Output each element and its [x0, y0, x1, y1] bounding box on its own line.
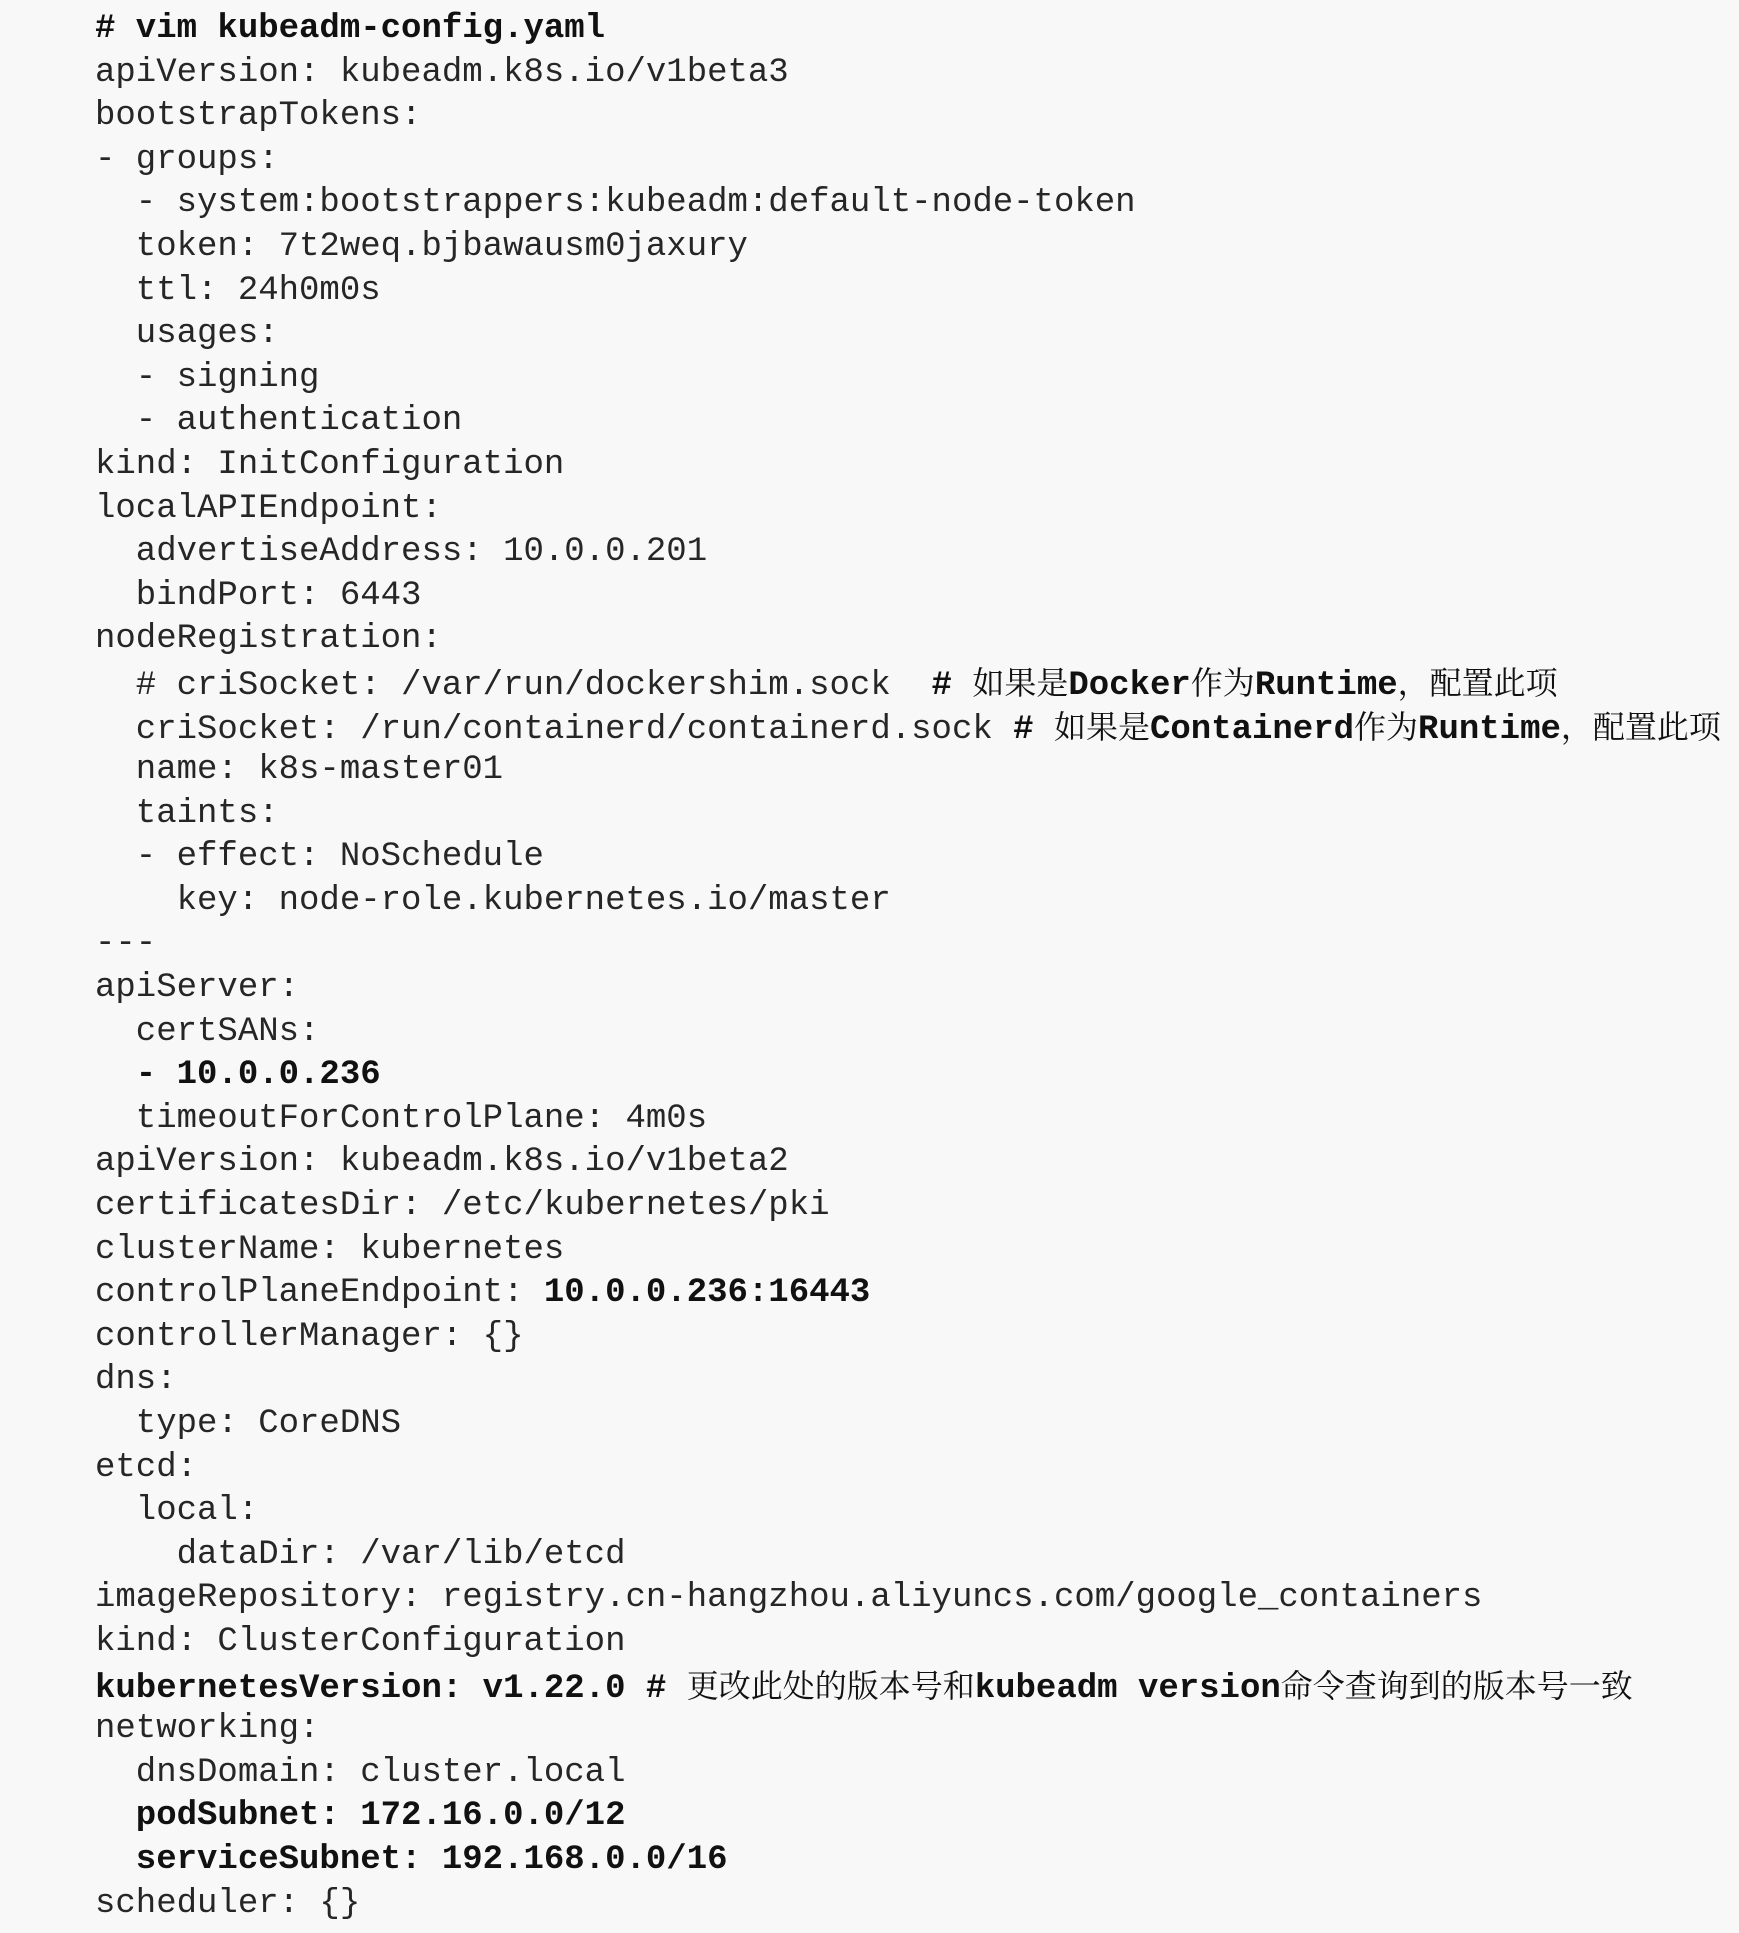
code-line-control-plane-endpoint: [95, 1272, 1735, 1316]
code-line-command: # vim kubeadm-config.yaml: [95, 10, 606, 48]
code-line-taint-effect: - effect: NoSchedule: [95, 838, 544, 877]
code-line-dns: dns:: [95, 1361, 177, 1400]
code-line-cri-socket-containerd: [95, 706, 1735, 750]
code-line-cluster-name: clusterName: kubernetes: [95, 1230, 565, 1269]
code-line-data-dir: dataDir: /var/lib/etcd: [95, 1535, 626, 1574]
code-line-usage-signing: - signing: [95, 358, 320, 397]
code-line-scheduler: scheduler: {}: [95, 1884, 361, 1923]
code-line-bind-port: bindPort: 6443: [95, 576, 422, 615]
code-line-kind-init: kind: InitConfiguration: [95, 445, 565, 484]
code-comment-text: 作为: [1190, 663, 1255, 702]
code-text: # criSocket: /var/run/dockershim.sock: [95, 666, 932, 705]
code-line-usages: usages:: [95, 315, 279, 354]
code-line-token: token: 7t2weq.bjbawausm0jaxury: [95, 227, 748, 266]
code-line-etcd: etcd:: [95, 1448, 198, 1487]
code-line-apiversion: apiVersion: kubeadm.k8s.io/v1beta3: [95, 53, 789, 92]
code-comment-keyword: Containerd: [1149, 710, 1355, 749]
code-comment-text: 命令查询到的版本号一致: [1280, 1666, 1633, 1705]
code-text: criSocket: /run/containerd/containerd.sock: [95, 710, 1014, 749]
code-line-timeout: timeoutForControlPlane: 4m0s: [95, 1099, 708, 1138]
code-text: controlPlaneEndpoint:: [95, 1274, 544, 1313]
code-line-separator: ---: [95, 925, 157, 964]
code-comment-mark: #: [1013, 710, 1054, 749]
code-line-group-item: - system:bootstrappers:kubeadm:default-node-token: [95, 184, 1136, 223]
code-line-node-name: name: k8s-master01: [95, 751, 504, 790]
code-comment-keyword: Docker: [1068, 666, 1191, 705]
code-line-groups: - groups:: [95, 140, 279, 179]
code-line-ttl: ttl: 24h0m0s: [95, 271, 381, 310]
code-comment-keyword: Runtime: [1254, 666, 1398, 705]
code-line-api-server: apiServer:: [95, 969, 300, 1008]
code-line-cri-socket-docker: [95, 662, 1735, 706]
code-line-bootstrap-tokens: bootstrapTokens:: [95, 97, 422, 136]
code-line-certificates-dir: certificatesDir: /etc/kubernetes/pki: [95, 1187, 830, 1226]
code-line-cert-san-item: - 10.0.0.236: [95, 1056, 381, 1095]
code-line-service-subnet: serviceSubnet: 192.168.0.0/16: [95, 1840, 728, 1879]
code-line-controller-manager: controllerManager: {}: [95, 1317, 524, 1356]
code-comment-keyword: kubeadm version: [974, 1669, 1281, 1708]
code-line-cert-sans: certSANs:: [95, 1012, 320, 1051]
code-comment-text: 更改此处的版本号和: [686, 1666, 975, 1705]
code-line-kind-cluster: kind: ClusterConfiguration: [95, 1622, 626, 1661]
code-comment-text: ，配置此项: [1397, 663, 1558, 702]
code-lines: [95, 8, 1735, 1926]
code-line-advertise-address: advertiseAddress: 10.0.0.201: [95, 533, 708, 572]
code-line-dns-domain: dnsDomain: cluster.local: [95, 1753, 626, 1792]
code-line-taint-key: key: node-role.kubernetes.io/master: [95, 881, 891, 920]
code-comment-text: 作为: [1354, 707, 1419, 746]
code-line-taints: taints:: [95, 794, 279, 833]
code-line-dns-type: type: CoreDNS: [95, 1405, 402, 1443]
code-comment-keyword: Runtime: [1418, 710, 1561, 749]
code-line-apiversion-cluster: apiVersion: kubeadm.k8s.io/v1beta2: [95, 1143, 789, 1182]
code-line-pod-subnet: podSubnet: 172.16.0.0/12: [95, 1797, 626, 1836]
code-line-node-registration: nodeRegistration:: [95, 620, 442, 659]
code-comment-text: 如果是: [972, 663, 1069, 702]
code-text-highlight: kubernetesVersion: v1.22.0 #: [95, 1669, 687, 1708]
code-comment-text: ，配置此项: [1560, 707, 1721, 746]
code-line-networking: networking:: [95, 1710, 320, 1749]
code-line-kubernetes-version: [95, 1665, 1735, 1709]
code-comment-mark: #: [931, 666, 973, 705]
code-comment-text: 如果是: [1053, 707, 1150, 746]
code-line-image-repository: imageRepository: registry.cn-hangzhou.aliyuncs.com/google_containers: [95, 1579, 1483, 1618]
code-value-highlight: 10.0.0.236:16443: [543, 1274, 871, 1313]
code-line-etcd-local: local:: [95, 1492, 259, 1531]
code-line-local-api-endpoint: localAPIEndpoint:: [95, 489, 442, 528]
code-line-usage-authentication: - authentication: [95, 402, 463, 441]
